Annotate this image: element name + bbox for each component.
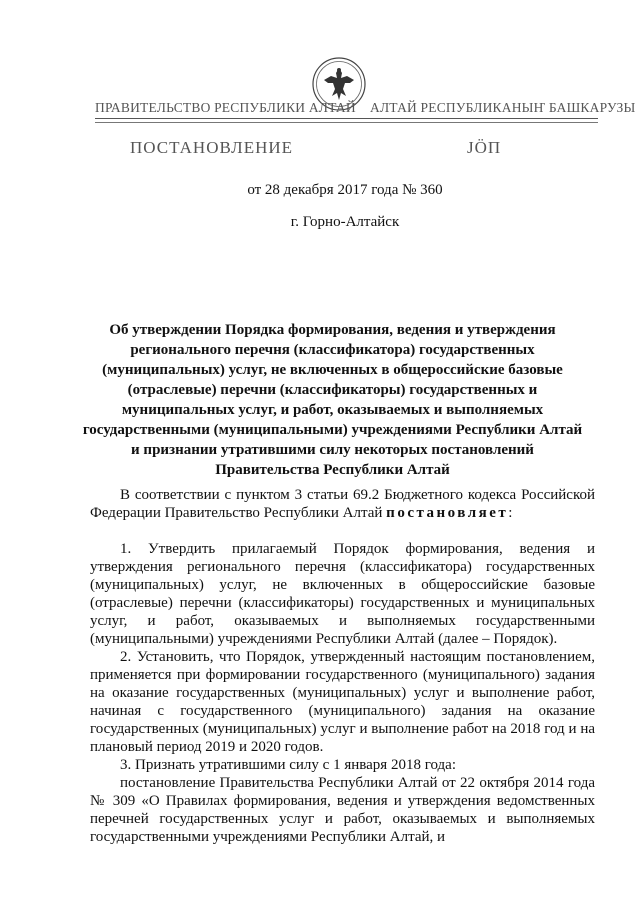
preamble-paragraph [90, 486, 595, 522]
title-line: и признании утратившими силу некоторых постановлений [131, 442, 534, 458]
title-line: Правительства Республики Алтай [215, 462, 450, 478]
title-line: регионального перечня (классификатора) государственных [130, 342, 535, 358]
header-rule [95, 118, 598, 119]
header-rule-secondary [95, 122, 598, 123]
document-date-number: от 28 декабря 2017 года № 360 [247, 182, 443, 198]
preamble-text: В соответствии с пунктом 3 статьи 69.2 Бюджетного кодекса Российской Федерации Правительство Республики Алтай [90, 487, 595, 521]
document-body [90, 486, 595, 846]
resolves-keyword: постановляет [386, 505, 509, 521]
government-name-russian: ПРАВИТЕЛЬСТВО РЕСПУБЛИКИ АЛТАЙ [95, 100, 356, 115]
item-3-subparagraph: постановление Правительства Республики Алтай от 22 октября 2014 года № 309 «О Правилах формирования, ведения и утверждения ведомственных перечней государственных услуг и работ, оказываемых и выполняемых государственными учреждениями Республики Алтай, и [90, 775, 595, 845]
title-line: Об утверждении Порядка формирования, ведения и утверждения [109, 322, 556, 338]
government-name-altai: АЛТАЙ РЕСПУБЛИКАНЫҤ БАШКАРУЗЫ [370, 100, 636, 115]
item-2-paragraph: 2. Установить, что Порядок, утвержденный настоящим постановлением, применяется при формировании государственного (муниципального) задания на оказание государственных (муниципальных) услуг и выполнение работ, начиная с государственного (муниципального) задания на оказание государственных (муниципальных) услуг и выполнение работ на 2018 год и на плановый период 2019 и 2020 годов. [90, 649, 595, 755]
item-1-paragraph: 1. Утвердить прилагаемый Порядок формирования, ведения и утверждения регионального перечня (классификатора) государственных (муниципальных) услуг, не включенных в общероссийские базовые (отраслевые) перечни (классификаторы) государственных и муниципальных услуг, и работ, оказываемых и выполняемых государственными (муниципальными) учреждениями Республики Алтай (далее – Порядок). [90, 541, 595, 647]
document-title [80, 320, 585, 480]
title-line: (муниципальных) услуг, не включенных в общероссийские базовые [102, 362, 563, 378]
title-line: муниципальных услуг, и работ, оказываемых и выполняемых [121, 402, 544, 418]
document-type-russian: ПОСТАНОВЛЕНИЕ [130, 138, 294, 157]
document-city: г. Горно-Алтайск [290, 214, 400, 230]
title-line: (отраслевые) перечни (классификаторы) государственных и [127, 382, 538, 398]
preamble-colon: : [508, 505, 513, 521]
title-line: государственными (муниципальными) учреждениями Республики Алтай [82, 422, 583, 438]
paragraph-gap [90, 522, 595, 540]
document-type-altai: ЈӦП [467, 138, 502, 157]
item-3-paragraph: 3. Признать утратившими силу с 1 января 2018 года: [120, 757, 456, 773]
